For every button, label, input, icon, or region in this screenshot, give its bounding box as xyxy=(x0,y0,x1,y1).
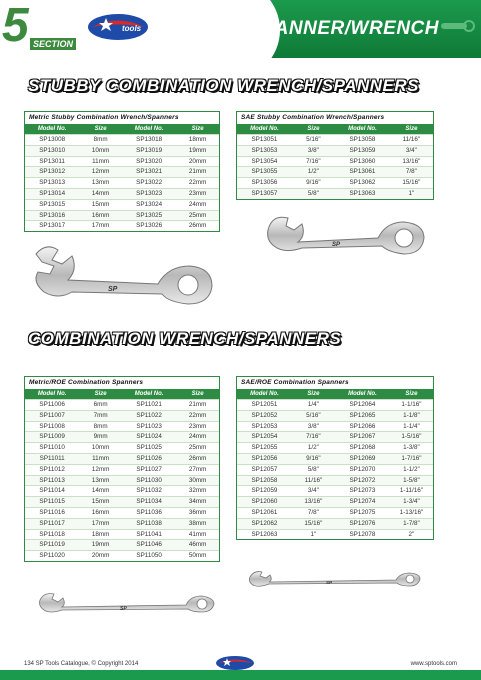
model-number-cell: SP12075 xyxy=(349,508,376,516)
size-cell: 19mm xyxy=(188,146,207,154)
model-number-cell: SP12064 xyxy=(349,401,376,408)
table-row xyxy=(237,518,433,529)
col-header: Model No. xyxy=(37,391,67,397)
table-row xyxy=(25,410,219,421)
table-caption: SAE Stubby Combination Wrench/Spanners xyxy=(241,114,385,121)
size-cell: 16mm xyxy=(91,211,110,219)
size-cell: 1" xyxy=(408,189,415,197)
size-cell: 5/16" xyxy=(306,411,321,419)
size-cell: 8mm xyxy=(93,136,108,143)
model-number-cell: SP12068 xyxy=(349,444,376,452)
table-row xyxy=(25,156,219,167)
table-caption: Metric Stubby Combination Wrench/Spanners xyxy=(29,114,179,121)
table-row xyxy=(25,496,219,507)
table-row xyxy=(237,134,433,145)
size-cell: 22mm xyxy=(188,179,207,187)
sp-tools-logo xyxy=(86,12,150,42)
table-caption: Metric/ROE Combination Spanners xyxy=(29,379,144,386)
stubby-sae-table xyxy=(236,111,434,200)
model-number-cell: SP11034 xyxy=(136,498,162,506)
size-cell: 7/16" xyxy=(306,157,321,165)
size-cell: 27mm xyxy=(188,465,207,473)
model-number-cell: SP11010 xyxy=(39,444,65,452)
table-row xyxy=(237,421,433,432)
table-row xyxy=(25,518,219,529)
col-header: Model No. xyxy=(37,126,67,132)
size-cell: 9/16" xyxy=(306,454,321,462)
model-number-cell: SP12070 xyxy=(349,465,376,473)
model-number-cell: SP11013 xyxy=(39,476,65,484)
table-row xyxy=(25,421,219,432)
model-number-cell: SP13051 xyxy=(251,136,278,143)
size-cell: 1-13/16" xyxy=(399,508,424,516)
model-number-cell: SP12051 xyxy=(251,401,278,408)
size-cell: 5/8" xyxy=(307,465,319,473)
model-number-cell: SP12065 xyxy=(349,411,376,419)
table-row xyxy=(237,464,433,475)
size-cell: 19mm xyxy=(91,541,110,549)
size-cell: 30mm xyxy=(188,476,207,484)
table-row xyxy=(237,431,433,442)
table-row xyxy=(237,399,433,410)
stubby-section-title: STUBBY COMBINATION WRENCH/SPANNERS xyxy=(28,76,419,96)
size-cell: 5/16" xyxy=(306,136,321,143)
size-cell: 8mm xyxy=(93,422,108,430)
size-cell: 1/2" xyxy=(307,444,319,452)
model-number-cell: SP13014 xyxy=(39,189,66,197)
size-cell: 3/8" xyxy=(307,422,319,430)
table-row xyxy=(237,496,433,507)
model-number-cell: SP13059 xyxy=(349,146,376,154)
size-cell: 1/2" xyxy=(307,168,319,176)
size-cell: 24mm xyxy=(188,433,207,441)
size-cell: 9/16" xyxy=(306,179,321,187)
size-cell: 41mm xyxy=(188,530,207,538)
model-number-cell: SP13022 xyxy=(136,179,163,187)
table-row xyxy=(237,453,433,464)
table-row xyxy=(237,442,433,453)
size-cell: 15mm xyxy=(91,498,110,506)
col-header: Model No. xyxy=(250,126,279,132)
size-cell: 13/16" xyxy=(402,157,421,165)
footer-sp-logo xyxy=(214,655,256,671)
model-number-cell: SP12067 xyxy=(349,433,376,441)
table-caption: SAE/ROE Combination Spanners xyxy=(241,379,349,386)
model-number-cell: SP12062 xyxy=(251,519,278,527)
size-cell: 7mm xyxy=(93,411,108,419)
table-row xyxy=(237,410,433,421)
model-number-cell: SP11006 xyxy=(39,401,65,408)
model-number-cell: SP11007 xyxy=(39,411,65,419)
size-cell: 12mm xyxy=(91,168,110,176)
model-number-cell: SP13053 xyxy=(251,146,278,154)
model-number-cell: SP11041 xyxy=(136,530,162,538)
table-row xyxy=(237,529,433,540)
size-cell: 10mm xyxy=(91,146,110,154)
model-number-cell: SP11032 xyxy=(136,487,162,495)
model-number-cell: SP13060 xyxy=(349,157,376,165)
size-cell: 16mm xyxy=(91,508,110,516)
table-header xyxy=(237,389,433,399)
table-row xyxy=(25,166,219,177)
size-cell: 1-3/8" xyxy=(403,444,420,452)
model-number-cell: SP12060 xyxy=(251,498,278,506)
size-cell: 7/16" xyxy=(306,433,321,441)
header-title: SPANNER/WRENCH xyxy=(249,18,439,39)
col-header: Size xyxy=(94,126,107,132)
size-cell: 3/8" xyxy=(307,146,319,154)
model-number-cell: SP12063 xyxy=(251,530,278,538)
size-cell: 3/4" xyxy=(307,487,319,495)
model-number-cell: SP11027 xyxy=(136,465,162,473)
table-row xyxy=(25,550,219,561)
table-header xyxy=(25,389,219,399)
col-header: Size xyxy=(307,126,320,132)
table-row xyxy=(237,166,433,177)
size-cell: 10mm xyxy=(91,444,110,452)
size-cell: 46mm xyxy=(188,541,207,549)
size-cell: 26mm xyxy=(188,222,207,230)
model-number-cell: SP12072 xyxy=(349,476,376,484)
table-row xyxy=(25,529,219,540)
footer-website: www.sptools.com xyxy=(410,661,457,667)
model-number-cell: SP12058 xyxy=(251,476,278,484)
col-header: Size xyxy=(307,391,320,397)
model-number-cell: SP11036 xyxy=(136,508,162,516)
model-number-cell: SP11050 xyxy=(136,552,162,560)
table-row xyxy=(25,177,219,188)
col-header: Model No. xyxy=(134,126,164,132)
footer-bar xyxy=(0,670,481,680)
combination-metric-table xyxy=(24,376,220,562)
model-number-cell: SP13012 xyxy=(39,168,66,176)
col-header: Model No. xyxy=(134,391,164,397)
model-number-cell: SP13025 xyxy=(136,211,163,219)
size-cell: 12mm xyxy=(91,465,110,473)
model-number-cell: SP13016 xyxy=(39,211,66,219)
size-cell: 1-5/16" xyxy=(401,433,422,441)
model-number-cell: SP11014 xyxy=(39,487,65,495)
model-number-cell: SP13010 xyxy=(39,146,66,154)
model-number-cell: SP13011 xyxy=(39,157,65,165)
model-number-cell: SP11023 xyxy=(136,422,162,430)
svg-text:SP: SP xyxy=(332,242,341,248)
size-cell: 9mm xyxy=(93,433,108,441)
table-row xyxy=(25,464,219,475)
size-cell: 2" xyxy=(408,530,415,538)
model-number-cell: SP13057 xyxy=(251,189,278,197)
size-cell: 1-7/16" xyxy=(401,454,422,462)
size-cell: 26mm xyxy=(188,454,207,462)
model-number-cell: SP13026 xyxy=(136,222,163,230)
model-number-cell: SP13008 xyxy=(39,136,66,143)
table-row xyxy=(25,199,219,210)
size-cell: 23mm xyxy=(188,189,207,197)
table-row xyxy=(25,134,219,145)
size-cell: 6mm xyxy=(93,401,108,408)
size-cell: 15/16" xyxy=(402,179,421,187)
table-row xyxy=(237,177,433,188)
model-number-cell: SP11015 xyxy=(39,498,65,506)
stubby-metric-table xyxy=(24,111,220,232)
size-cell: 20mm xyxy=(91,552,110,560)
combination-section-title: COMBINATION WRENCH/SPANNERS xyxy=(28,329,341,349)
size-cell: 50mm xyxy=(188,552,207,560)
model-number-cell: SP13054 xyxy=(251,157,278,165)
size-cell: 32mm xyxy=(188,487,207,495)
model-number-cell: SP11024 xyxy=(136,433,162,441)
model-number-cell: SP12053 xyxy=(251,422,278,430)
table-row xyxy=(25,507,219,518)
table-row xyxy=(25,145,219,156)
header-watermark-icon xyxy=(439,20,475,32)
size-cell: 1-7/8" xyxy=(403,519,420,527)
size-cell: 1-5/8" xyxy=(403,476,420,484)
size-cell: 15/16" xyxy=(304,519,323,527)
size-cell: 38mm xyxy=(188,519,207,527)
size-cell: 36mm xyxy=(188,508,207,516)
model-number-cell: SP13021 xyxy=(136,168,163,176)
model-number-cell: SP12069 xyxy=(349,454,376,462)
size-cell: 11mm xyxy=(92,157,110,165)
size-cell: 17mm xyxy=(91,222,110,230)
model-number-cell: SP12052 xyxy=(251,411,278,419)
model-number-cell: SP11011 xyxy=(39,454,65,462)
model-number-cell: SP12056 xyxy=(251,454,278,462)
svg-text:SP: SP xyxy=(326,580,333,585)
size-cell: 11/16" xyxy=(402,136,421,143)
model-number-cell: SP12055 xyxy=(251,444,278,452)
combination-sae-wrench-image xyxy=(246,568,424,590)
size-cell: 1/4" xyxy=(307,401,319,408)
size-cell: 1-1/8" xyxy=(403,411,420,419)
section-number: 5 xyxy=(2,0,29,52)
table-row xyxy=(25,442,219,453)
model-number-cell: SP11021 xyxy=(136,401,162,408)
model-number-cell: SP12066 xyxy=(349,422,376,430)
model-number-cell: SP12059 xyxy=(251,487,278,495)
model-number-cell: SP12054 xyxy=(251,433,278,441)
table-row xyxy=(237,475,433,486)
size-cell: 1-1/4" xyxy=(403,422,420,430)
model-number-cell: SP11020 xyxy=(39,552,65,560)
model-number-cell: SP11030 xyxy=(136,476,162,484)
model-number-cell: SP11008 xyxy=(39,422,65,430)
size-cell: 1-11/16" xyxy=(399,487,423,495)
model-number-cell: SP11017 xyxy=(39,519,65,527)
table-row xyxy=(25,485,219,496)
col-header: Size xyxy=(191,126,204,132)
size-cell: 7/8" xyxy=(307,508,319,516)
svg-text:tools: tools xyxy=(122,24,142,33)
model-number-cell: SP13019 xyxy=(136,146,163,154)
col-header: Model No. xyxy=(348,126,377,132)
model-number-cell: SP11016 xyxy=(39,508,65,516)
model-number-cell: SP13055 xyxy=(251,168,278,176)
size-cell: 18mm xyxy=(188,136,207,143)
model-number-cell: SP13020 xyxy=(136,157,163,165)
table-row xyxy=(25,431,219,442)
model-number-cell: SP11019 xyxy=(39,541,65,549)
table-row xyxy=(237,145,433,156)
model-number-cell: SP13015 xyxy=(39,200,66,208)
size-cell: 15mm xyxy=(91,200,110,208)
combination-metric-wrench-image xyxy=(36,590,218,616)
col-header: Size xyxy=(405,126,418,132)
size-cell: 3/4" xyxy=(405,146,417,154)
col-header: Size xyxy=(191,391,204,397)
size-cell: 1" xyxy=(310,530,317,538)
size-cell: 22mm xyxy=(188,411,207,419)
table-row xyxy=(237,485,433,496)
model-number-cell: SP12061 xyxy=(251,508,278,516)
size-cell: 13/16" xyxy=(304,498,323,506)
model-number-cell: SP12074 xyxy=(349,498,376,506)
combination-sae-table xyxy=(236,376,434,540)
col-header: Size xyxy=(94,391,107,397)
size-cell: 23mm xyxy=(188,422,207,430)
size-cell: 24mm xyxy=(188,200,207,208)
table-row xyxy=(25,188,219,199)
table-row xyxy=(25,399,219,410)
size-cell: 14mm xyxy=(91,189,110,197)
size-cell: 21mm xyxy=(188,401,207,408)
size-cell: 7/8" xyxy=(405,168,417,176)
table-row xyxy=(25,453,219,464)
model-number-cell: SP12076 xyxy=(349,519,376,527)
model-number-cell: SP12073 xyxy=(349,487,376,495)
model-number-cell: SP13058 xyxy=(349,136,376,143)
model-number-cell: SP13061 xyxy=(349,168,376,176)
model-number-cell: SP13018 xyxy=(136,136,163,143)
table-row xyxy=(25,220,219,231)
table-row xyxy=(237,188,433,199)
model-number-cell: SP13017 xyxy=(39,222,66,230)
model-number-cell: SP11009 xyxy=(39,433,65,441)
model-number-cell: SP13013 xyxy=(39,179,66,187)
model-number-cell: SP13063 xyxy=(349,189,376,197)
size-cell: 18mm xyxy=(91,530,110,538)
model-number-cell: SP11046 xyxy=(136,541,162,549)
table-row xyxy=(25,210,219,221)
model-number-cell: SP12057 xyxy=(251,465,278,473)
table-row xyxy=(25,539,219,550)
size-cell: 1-3/4" xyxy=(403,498,420,506)
size-cell: 13mm xyxy=(91,179,110,187)
size-cell: 14mm xyxy=(91,487,110,495)
model-number-cell: SP11025 xyxy=(136,444,162,452)
size-cell: 17mm xyxy=(91,519,110,527)
table-row xyxy=(237,507,433,518)
size-cell: 5/8" xyxy=(307,189,319,197)
size-cell: 1-1/2" xyxy=(403,465,420,473)
section-label: SECTION xyxy=(30,38,76,50)
col-header: Model No. xyxy=(250,391,279,397)
size-cell: 34mm xyxy=(188,498,207,506)
footer-copyright: 134 SP Tools Catalogue, © Copyright 2014 xyxy=(24,661,139,667)
col-header: Model No. xyxy=(348,391,377,397)
table-row xyxy=(237,156,433,167)
model-number-cell: SP11012 xyxy=(39,465,65,473)
size-cell: 25mm xyxy=(188,444,207,452)
size-cell: 13mm xyxy=(91,476,110,484)
model-number-cell: SP13062 xyxy=(349,179,376,187)
model-number-cell: SP13023 xyxy=(136,189,163,197)
col-header: Size xyxy=(405,391,418,397)
size-cell: 20mm xyxy=(188,157,207,165)
stubby-sae-wrench-image xyxy=(262,208,428,256)
table-header xyxy=(25,124,219,134)
model-number-cell: SP11018 xyxy=(39,530,65,538)
size-cell: 11mm xyxy=(92,454,110,462)
model-number-cell: SP11026 xyxy=(136,454,162,462)
size-cell: 11/16" xyxy=(304,476,323,484)
size-cell: 25mm xyxy=(188,211,207,219)
svg-text:SP: SP xyxy=(108,286,118,293)
table-header xyxy=(237,124,433,134)
model-number-cell: SP13056 xyxy=(251,179,278,187)
svg-text:SP: SP xyxy=(120,606,127,612)
model-number-cell: SP13024 xyxy=(136,200,163,208)
model-number-cell: SP12078 xyxy=(349,530,376,538)
size-cell: 1-1/16" xyxy=(401,401,422,408)
stubby-wrench-image xyxy=(28,244,218,308)
model-number-cell: SP11022 xyxy=(136,411,162,419)
model-number-cell: SP11038 xyxy=(136,519,162,527)
size-cell: 21mm xyxy=(188,168,207,176)
table-row xyxy=(25,475,219,486)
